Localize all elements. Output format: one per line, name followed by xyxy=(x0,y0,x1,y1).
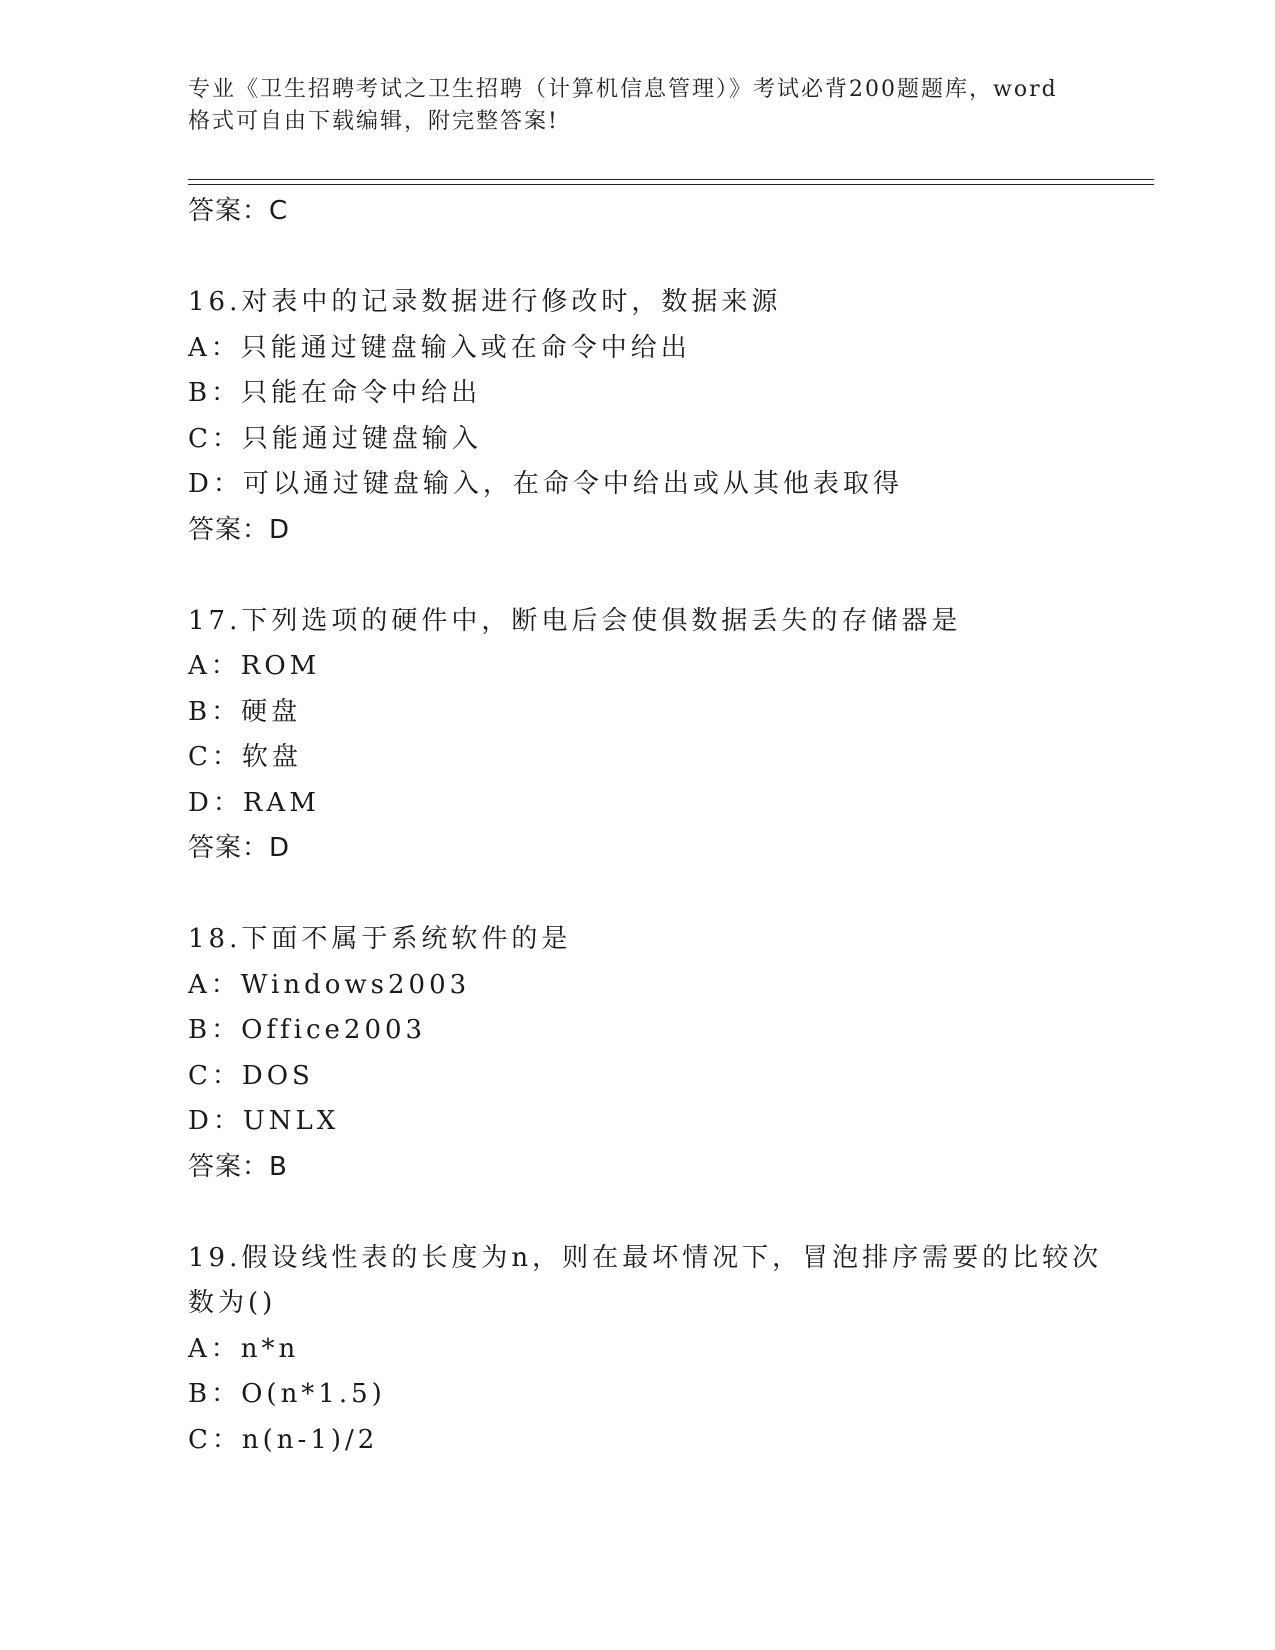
option-a: A：n*n xyxy=(188,1333,300,1364)
option-a: A：Windows2003 xyxy=(188,969,471,1000)
spacer xyxy=(188,553,1154,599)
spacer xyxy=(188,235,1154,281)
spacer xyxy=(188,1190,1154,1236)
question-17 xyxy=(188,599,1154,872)
question-list xyxy=(188,189,1154,1463)
option-c: C：n(n-1)/2 xyxy=(188,1424,379,1455)
question-19 xyxy=(188,1236,1154,1464)
document-header xyxy=(188,74,1088,138)
answer: 答案：D xyxy=(188,514,291,545)
option-b: B：只能在命令中给出 xyxy=(188,378,482,408)
question-text-line-1: 19.假设线性表的长度为n，则在最坏情况下，冒泡排序需要的比较次 xyxy=(188,1242,1103,1273)
question-18 xyxy=(188,917,1154,1190)
option-d: D：可以通过键盘输入，在命令中给出或从其他表取得 xyxy=(188,469,903,499)
header-line-1: 专业《卫生招聘考试之卫生招聘（计算机信息管理）》考试必背200题题库，word xyxy=(188,77,1058,102)
option-a: A：只能通过键盘输入或在命令中给出 xyxy=(188,332,691,363)
option-b: B：硬盘 xyxy=(188,696,302,727)
question-text: 16.对表中的记录数据进行修改时，数据来源 xyxy=(188,287,782,317)
option-c: C：DOS xyxy=(188,1060,314,1091)
previous-answer: 答案：C xyxy=(188,196,289,226)
question-16 xyxy=(188,280,1154,553)
spacer xyxy=(188,872,1154,918)
question-text: 18.下面不属于系统软件的是 xyxy=(188,924,572,954)
option-c: C：软盘 xyxy=(188,742,302,772)
option-c: C：只能通过键盘输入 xyxy=(188,423,482,454)
header-line-2: 格式可自由下载编辑，附完整答案! xyxy=(188,109,559,134)
option-a: A：ROM xyxy=(188,651,321,681)
option-b: B：O(n*1.5) xyxy=(188,1379,386,1409)
header-divider-top xyxy=(188,179,1154,180)
question-text: 17.下列选项的硬件中，断电后会使俱数据丢失的存储器是 xyxy=(188,605,962,636)
answer: 答案：B xyxy=(188,1151,288,1182)
option-b: B：Office2003 xyxy=(188,1015,427,1045)
header-divider-bottom xyxy=(188,184,1154,185)
option-d: D：RAM xyxy=(188,787,320,818)
option-d: D：UNLX xyxy=(188,1106,340,1136)
answer: 答案：D xyxy=(188,833,291,863)
question-text-line-2: 数为() xyxy=(188,1288,277,1318)
